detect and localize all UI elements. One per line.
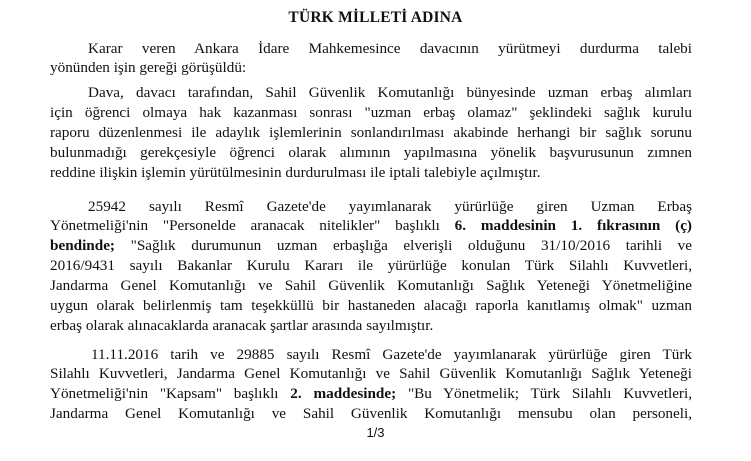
paragraph-2-line-2	[50, 216, 692, 235]
paragraph-2-line-3-text: "Sağlık durumunun uzman erbaşlığa elverişli olduğunu 31/10/2016 tarihli ve	[115, 237, 692, 254]
paragraph-3-article-ref: 2. maddesinde;	[290, 385, 397, 402]
intro-line-1: Karar veren Ankara İdare Mahkemesince davacının yürütmeyi durdurma talebi	[88, 40, 692, 57]
paragraph-3-line-4: Jandarma Genel Komutanlığı ve Sahil Güvenlik Komutanlığı mensubu olan personeli,	[50, 405, 692, 422]
paragraph-3-line-2: Silahlı Kuvvetleri, Jandarma Genel Komutanlığı ve Sahil Güvenlik Komutanlığı Sağlık Yeteneği	[50, 365, 692, 382]
paragraph-3-line-3-tail: "Bu Yönetmelik; Türk Silahlı Kuvvetleri,	[396, 385, 693, 402]
document-title: TÜRK MİLLETİ ADINA	[288, 9, 463, 26]
page-number: 1/3	[366, 425, 385, 440]
paragraph-2-line-2-text: Yönetmeliği'nin "Personelde aranacak nitelikler" başlıklı	[50, 217, 455, 234]
paragraph-2-line-6: uygun olarak belirlenmiş tam teşekküllü bir hastaneden alacağı raporla kanıtlamış olmak" uzman	[50, 297, 692, 314]
paragraph-1-line-3: raporu düzenlenmesi ile adaylık işlemlerinin sonlandırılması akabinde herhangi bir sağlık sorunu	[50, 124, 692, 141]
paragraph-3-line-1: 11.11.2016 tarih ve 29885 sayılı Resmî Gazete'de yayımlanarak yürürlüğe giren Türk	[91, 346, 692, 363]
paragraph-1-line-5: reddine ilişkin işlemin yürütülmesinin durdurulması ile iptali talebiyle açılmıştır.	[50, 164, 541, 181]
paragraph-3-line-3	[50, 384, 692, 403]
paragraph-2-line-3	[50, 236, 692, 255]
paragraph-2-line-7: erbaş olarak alınacaklarda aranacak şartlar arasında sayılmıştır.	[50, 317, 434, 334]
paragraph-2-bend-ref: bendinde;	[50, 237, 115, 254]
paragraph-1-line-2: için öğrenci olmaya hak kazanması sonrası "uzman erbaş olamaz" şeklindeki sağlık kurulu	[50, 104, 692, 121]
paragraph-2-line-1: 25942 sayılı Resmî Gazete'de yayımlanarak yürürlüğe giren Uzman Erbaş	[88, 198, 692, 215]
paragraph-2-article-ref: 6. maddesinin 1. fıkrasının (ç)	[454, 217, 692, 234]
paragraph-1-line-4: bulunmadığı gerekçesiyle öğrenci olarak alımının yapılmasına yönelik başvurusunun zımnen	[50, 144, 692, 161]
paragraph-2-line-5: Jandarma Genel Komutanlığı ve Sahil Güvenlik Komutanlığı Sağlık Yeteneği Yönetmeliğine	[50, 277, 692, 294]
paragraph-2-line-4: 2016/9431 sayılı Bakanlar Kurulu Kararı ile yürürlüğe konulan Türk Silahlı Kuvvetleri,	[50, 257, 692, 274]
paragraph-3-line-3-text: Yönetmeliği'nin "Kapsam" başlıklı	[50, 385, 291, 402]
intro-line-2: yönünden işin gereği görüşüldü:	[50, 59, 247, 76]
paragraph-1-line-1: Dava, davacı tarafından, Sahil Güvenlik Komutanlığı bünyesinde uzman erbaş alımları	[88, 84, 692, 101]
